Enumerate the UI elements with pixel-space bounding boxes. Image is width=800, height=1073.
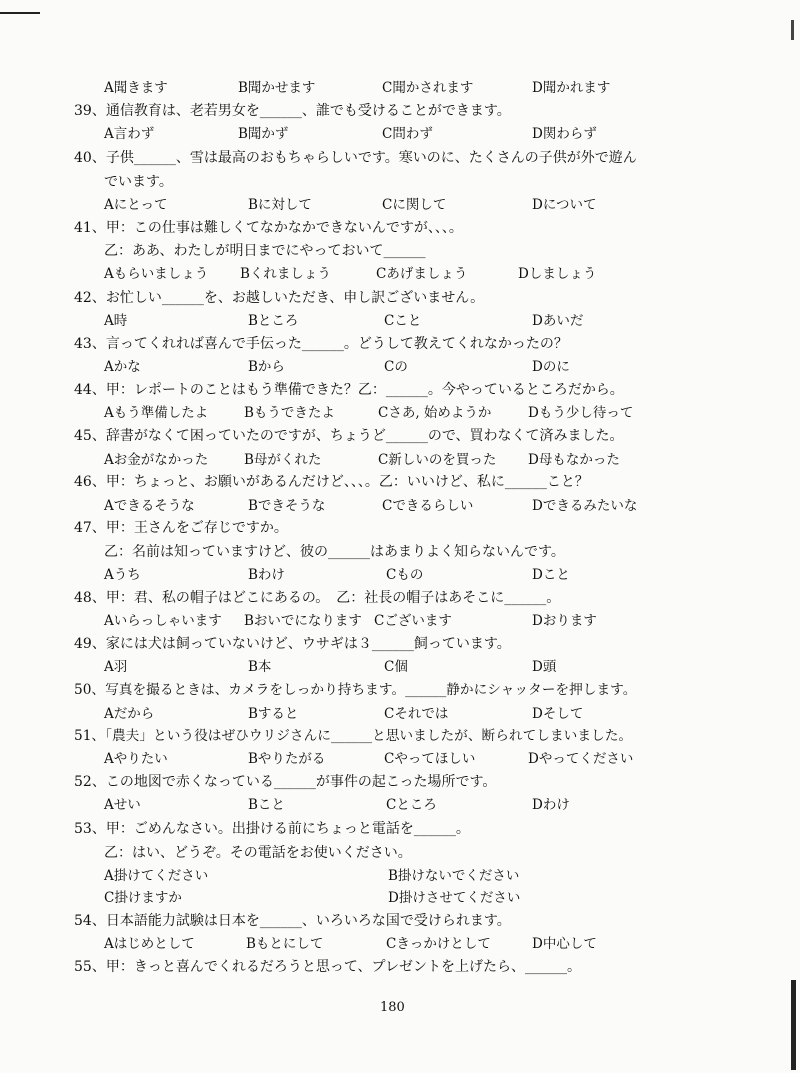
option: Bに対して bbox=[248, 197, 312, 213]
option: Cもの bbox=[386, 567, 424, 583]
option: Dやってください bbox=[528, 751, 634, 767]
option: Bくれましょう bbox=[240, 266, 331, 282]
question-stem: 43、言ってくれれば喜んで手伝った______。どうして教えてくれなかったの？ bbox=[74, 336, 568, 352]
option: Bすると bbox=[248, 706, 299, 722]
option: C聞かされます bbox=[382, 80, 474, 96]
question-stem: 52、この地図で赤くなっている______が事件の起こった場所です。 bbox=[74, 774, 497, 790]
question-stem: 53、甲：ごめんなさい。出掛ける前にちょっと電話を______。 bbox=[74, 821, 470, 837]
option: Dできるみたいな bbox=[532, 498, 638, 514]
option: Dおります bbox=[532, 613, 597, 629]
question-stem: 39、通信教育は、老若男女を______、誰でも受けることができます。 bbox=[74, 103, 511, 119]
option: Cございます bbox=[374, 613, 452, 629]
option: Aもらいましょう bbox=[104, 266, 209, 282]
question-stem: 48、甲：君、私の帽子はどこにあるの。 乙：社長の帽子はあそこに______。 bbox=[74, 590, 561, 606]
option: B聞かず bbox=[238, 126, 289, 142]
option: Bできそうな bbox=[248, 498, 326, 514]
option: D関わらず bbox=[532, 126, 597, 142]
question-stem: 42、お忙しい______を、お越しいただき、申し訳ございません。 bbox=[74, 290, 485, 306]
question-stem: 41、甲：この仕事は難しくてなかなかできないんですが、、、。 bbox=[74, 220, 463, 236]
option: Aにとって bbox=[104, 197, 168, 213]
option: Bやりたがる bbox=[248, 751, 326, 767]
option: D中心して bbox=[532, 936, 597, 952]
option: D聞かれます bbox=[532, 80, 611, 96]
option: Dわけ bbox=[532, 797, 570, 813]
page-number: 180 bbox=[380, 1000, 405, 1015]
question-stem: 54、日本語能力試験は日本を______、いろいろな国で受けられます。 bbox=[74, 913, 511, 929]
option: Aできるそうな bbox=[104, 498, 195, 514]
option: Cやってほしい bbox=[384, 751, 476, 767]
option: Dあいだ bbox=[532, 313, 584, 329]
option: B聞かせます bbox=[238, 80, 316, 96]
question-continuation: 乙：名前は知っていますけど、彼の______はあまりよく知らないんです。 bbox=[104, 544, 565, 560]
scan-edge-mark bbox=[791, 980, 796, 1070]
option: A聞きます bbox=[104, 80, 168, 96]
option: A時 bbox=[104, 313, 128, 329]
option: Cさあ, 始めようか bbox=[378, 405, 492, 421]
option: Aお金がなかった bbox=[104, 452, 209, 468]
option: Aはじめとして bbox=[104, 936, 195, 952]
option: Aやりたい bbox=[104, 751, 168, 767]
option: Bおいでになります bbox=[244, 613, 362, 629]
question-stem: 49、家には犬は飼っていないけど、ウサギは３______飼っています。 bbox=[74, 636, 511, 652]
option: Dこと bbox=[532, 567, 570, 583]
option: Cの bbox=[384, 359, 408, 375]
option: B母がくれた bbox=[244, 452, 322, 468]
option: B掛けないでください bbox=[388, 868, 520, 884]
scan-edge-mark bbox=[791, 20, 794, 40]
option: Bもとにして bbox=[246, 936, 324, 952]
option: Dについて bbox=[532, 197, 597, 213]
option: A掛けてください bbox=[104, 868, 209, 884]
question-stem: 40、子供______、雪は最高のおもちゃらしいです。寒いのに、たくさんの子供が外で遊ん bbox=[74, 150, 637, 166]
option: Cあげましょう bbox=[376, 266, 468, 282]
option: C掛けますか bbox=[104, 890, 182, 906]
option: D掛けさせてください bbox=[388, 890, 521, 906]
option: C個 bbox=[384, 659, 408, 675]
option: Bわけ bbox=[248, 567, 285, 583]
option: Bこと bbox=[248, 797, 285, 813]
option: Aうち bbox=[104, 567, 141, 583]
question-continuation: でいます。 bbox=[104, 174, 173, 190]
option: Cに関して bbox=[382, 197, 447, 213]
question-continuation: 乙：はい、どうぞ。その電話をお使いください。 bbox=[104, 845, 412, 861]
question-stem: 47、甲：王さんをご存じですか。 bbox=[74, 520, 288, 536]
option: Dそして bbox=[532, 706, 584, 722]
option: Cそれでは bbox=[384, 706, 449, 722]
question-stem: 44、甲：レポートのことはもう準備できた？乙：______。今やっているところだから。 bbox=[74, 382, 624, 398]
option: Dもう少し待って bbox=[528, 405, 634, 421]
option: A言わず bbox=[104, 126, 155, 142]
option: Aだから bbox=[104, 706, 155, 722]
option: Bところ bbox=[248, 313, 299, 329]
option: Bもうできたよ bbox=[244, 405, 335, 421]
question-stem: 46、甲：ちょっと、お願いがあるんだけど、、、。乙：いいけど、私に______こと？ bbox=[74, 474, 589, 490]
scan-edge-mark bbox=[0, 12, 40, 14]
question-stem: 55、甲：きっと喜んでくれるだろうと思って、プレゼントを上げたら、______。 bbox=[74, 959, 581, 975]
option: Dのに bbox=[532, 359, 570, 375]
question-continuation: 乙：ああ、わたしが明日までにやっておいて______ bbox=[104, 243, 426, 259]
option: Cところ bbox=[386, 797, 437, 813]
option: B本 bbox=[248, 659, 272, 675]
option: C問わず bbox=[382, 126, 433, 142]
question-stem: 51、「農夫」という役はぜひウリジさんに______と思いましたが、断られてしまいました。 bbox=[74, 728, 633, 744]
option: Aかな bbox=[104, 359, 141, 375]
option: D母もなかった bbox=[528, 452, 620, 468]
option: D頭 bbox=[532, 659, 557, 675]
option: Bから bbox=[248, 359, 285, 375]
option: Aいらっしゃいます bbox=[104, 613, 222, 629]
option: Aせい bbox=[104, 797, 141, 813]
question-stem: 50、写真を撮るときは、カメラをしっかり持ちます。______静かにシャッターを押します。 bbox=[74, 682, 637, 698]
option: C新しいのを買った bbox=[378, 452, 497, 468]
question-stem: 45、辞書がなくて困っていたのですが、ちょうど______ので、買わなくて済みました。 bbox=[74, 428, 624, 444]
option: Dしましょう bbox=[518, 266, 597, 282]
option: Cこと bbox=[384, 313, 422, 329]
option: Cきっかけとして bbox=[386, 936, 491, 952]
option: Aもう準備したよ bbox=[104, 405, 209, 421]
option: Cできるらしい bbox=[382, 498, 474, 514]
option: A羽 bbox=[104, 659, 128, 675]
